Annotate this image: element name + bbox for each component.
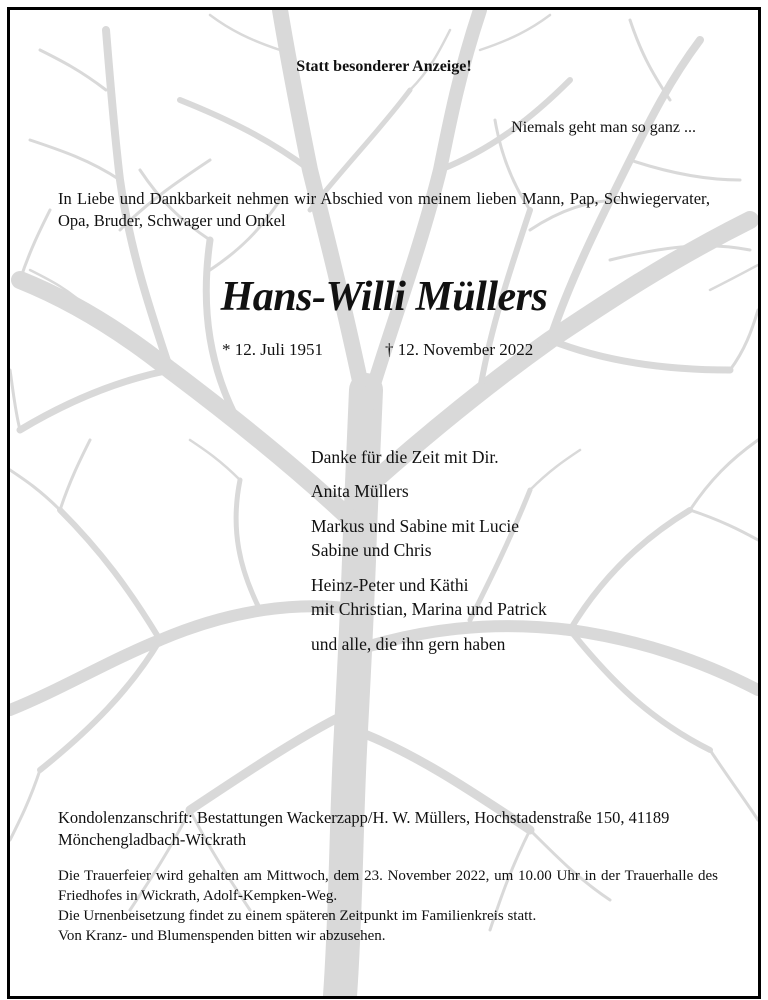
mourner-line: und alle, die ihn gern haben xyxy=(311,634,506,654)
condolence-address: Kondolenzanschrift: Bestattungen Wackerzapp/H. W. Müllers, Hochstadenstraße 150, 41189 Mönchengladbach-Wickrath xyxy=(58,808,670,849)
thanks-line: Danke für die Zeit mit Dir. xyxy=(311,447,499,467)
obituary-content xyxy=(10,10,758,996)
mourner-line: mit Christian, Marina und Patrick xyxy=(311,599,547,619)
header-note: Statt besonderer Anzeige! xyxy=(296,58,472,75)
mourner-line: Markus und Sabine mit Lucie xyxy=(311,516,520,536)
obituary-frame xyxy=(7,7,761,999)
mourner-line: Sabine und Chris xyxy=(311,540,432,560)
birth-date: * 12. Juli 1951 xyxy=(222,340,324,359)
urn-notice: Die Urnenbeisetzung findet zu einem späteren Zeitpunkt im Familienkreis statt. xyxy=(58,908,537,924)
mourner-line: Heinz-Peter und Käthi xyxy=(311,575,469,595)
death-date: † 12. November 2022 xyxy=(385,340,534,359)
motto: Niemals geht man so ganz ... xyxy=(511,119,696,136)
deceased-name: Hans-Willi Müllers xyxy=(220,274,548,320)
intro-text: In Liebe und Dankbarkeit nehmen wir Abschied von meinem lieben Mann, Pap, Schwiegervater, Opa, Bruder, Schwager und Onkel xyxy=(58,189,710,230)
funeral-notice: Die Trauerfeier wird gehalten am Mittwoch, dem 23. November 2022, um 10.00 Uhr in der Trauerhalle des Friedhofes in Wickrath, Adolf-Kempken-Weg. xyxy=(58,868,718,904)
flowers-notice: Von Kranz- und Blumenspenden bitten wir abzusehen. xyxy=(58,928,386,944)
mourner-line: Anita Müllers xyxy=(311,481,409,501)
funeral-notices xyxy=(58,866,718,946)
